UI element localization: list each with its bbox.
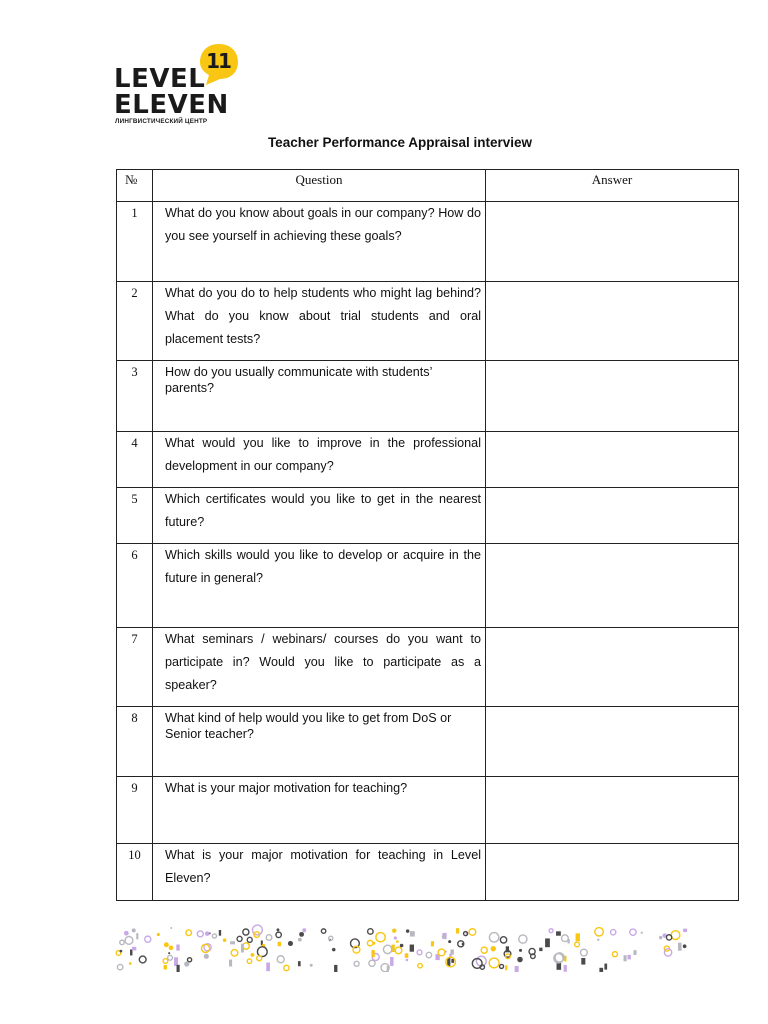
pattern-shape <box>332 948 336 952</box>
pattern-shape <box>298 961 301 966</box>
table-row <box>117 544 739 628</box>
table-row <box>117 488 739 544</box>
answer-cell[interactable] <box>486 707 739 777</box>
pattern-shape <box>597 939 599 941</box>
pattern-shape <box>489 933 498 942</box>
pattern-shape <box>500 964 504 968</box>
pattern-shape <box>392 928 396 932</box>
row-number: 4 <box>117 432 153 488</box>
pattern-shape <box>519 949 522 952</box>
table-row <box>117 777 739 844</box>
pattern-shape <box>531 954 536 959</box>
pattern-shape <box>448 940 451 943</box>
row-question: Which certificates would you like to get in the nearest future? <box>153 488 486 544</box>
pattern-shape <box>678 943 682 951</box>
pattern-shape <box>164 942 169 947</box>
pattern-shape <box>400 944 404 948</box>
pattern-shape <box>683 944 687 948</box>
pattern-shape <box>237 936 242 941</box>
pattern-shape <box>212 934 216 938</box>
pattern-shape <box>334 965 337 972</box>
pattern-shape <box>456 928 459 933</box>
table-row <box>117 361 739 432</box>
answer-cell[interactable] <box>486 432 739 488</box>
pattern-shape <box>223 938 227 942</box>
row-question: Which skills would you like to develop or acquire in the future in general? <box>153 544 486 628</box>
pattern-shape <box>611 930 616 935</box>
pattern-shape <box>284 965 289 970</box>
level-eleven-logo <box>114 42 244 126</box>
row-question: How do you usually communicate with students’ parents? <box>153 361 486 432</box>
pattern-shape <box>176 945 179 951</box>
row-number: 3 <box>117 361 153 432</box>
pattern-shape <box>368 929 373 934</box>
decorative-footer-pattern <box>114 924 694 972</box>
pattern-shape <box>442 935 446 939</box>
pattern-shape <box>405 953 409 957</box>
pattern-shape <box>576 933 580 941</box>
pattern-shape <box>489 958 499 968</box>
row-number: 9 <box>117 777 153 844</box>
pattern-shape <box>395 947 402 954</box>
pattern-shape <box>299 932 304 937</box>
pattern-shape <box>251 953 255 957</box>
pattern-shape <box>278 942 281 946</box>
pattern-shape <box>491 946 496 951</box>
answer-cell[interactable] <box>486 544 739 628</box>
pattern-shape <box>120 950 123 953</box>
row-number: 1 <box>117 202 153 282</box>
row-question: What do you do to help students who might lag behind? What do you know about trial students and oral placement tests? <box>153 282 486 361</box>
pattern-shape <box>205 931 210 936</box>
pattern-shape <box>243 929 249 935</box>
pattern-shape <box>431 941 434 946</box>
table-row <box>117 282 739 361</box>
pattern-shape <box>634 950 637 955</box>
pattern-shape <box>506 946 509 952</box>
pattern-shape <box>627 955 630 960</box>
pattern-shape <box>125 937 133 945</box>
logo-badge-number: 11 <box>206 49 230 73</box>
pattern-shape <box>184 961 189 966</box>
pattern-shape <box>517 957 523 963</box>
pattern-shape <box>418 963 422 967</box>
pattern-shape <box>129 962 132 965</box>
pattern-shape <box>247 937 252 942</box>
pattern-shape <box>168 955 173 960</box>
pattern-shape <box>664 949 671 956</box>
pattern-shape <box>367 940 373 946</box>
pattern-shape <box>556 931 561 935</box>
table-row <box>117 844 739 901</box>
table-row <box>117 432 739 488</box>
table-header-row <box>117 170 739 202</box>
pattern-shape <box>410 931 415 936</box>
row-number: 6 <box>117 544 153 628</box>
row-number: 8 <box>117 707 153 777</box>
pattern-shape <box>369 960 375 966</box>
logo-line-1: LEVEL <box>114 64 206 94</box>
row-question: What do you know about goals in our company? How do you see yourself in achieving these goals? <box>153 202 486 282</box>
pattern-shape <box>481 947 487 953</box>
pattern-shape <box>671 931 680 940</box>
logo-subtitle: ЛИНГВИСТИЧЕСКИЙ ЦЕНТР <box>115 118 208 125</box>
pattern-shape <box>139 956 146 963</box>
row-number: 7 <box>117 628 153 707</box>
pattern-shape <box>406 959 409 962</box>
pattern-shape <box>132 947 136 951</box>
appraisal-table <box>116 169 739 901</box>
pattern-shape <box>201 944 209 952</box>
answer-cell[interactable] <box>486 202 739 282</box>
table-row <box>117 202 739 282</box>
pattern-shape <box>451 959 454 963</box>
pattern-shape <box>266 963 270 972</box>
pattern-shape <box>659 936 662 939</box>
pattern-shape <box>170 927 172 929</box>
row-question: What is your major motivation for teaching in Level Eleven? <box>153 844 486 901</box>
pattern-shape <box>376 933 385 942</box>
pattern-shape <box>168 952 170 954</box>
row-question: What seminars / webinars/ courses do you want to participate in? Would you like to participate as a speaker? <box>153 628 486 707</box>
pattern-shape <box>417 950 422 955</box>
answer-cell[interactable] <box>486 777 739 844</box>
pattern-shape <box>124 931 129 936</box>
pattern-shape <box>396 940 399 943</box>
row-question: What kind of help would you like to get from DoS or Senior teacher? <box>153 707 486 777</box>
pattern-shape <box>545 938 550 947</box>
pattern-shape <box>630 929 636 935</box>
pattern-shape <box>406 929 409 932</box>
pattern-shape <box>599 968 603 972</box>
row-number: 10 <box>117 844 153 901</box>
pattern-shape <box>117 964 122 969</box>
pattern-shape <box>136 933 138 939</box>
logo-line-2: ELEVEN <box>114 90 229 120</box>
pattern-shape <box>120 940 125 945</box>
answer-cell[interactable] <box>486 282 739 361</box>
pattern-shape <box>564 965 567 972</box>
pattern-shape <box>277 928 280 931</box>
header-number: № <box>117 170 153 202</box>
pattern-shape <box>177 965 180 972</box>
pattern-shape <box>426 952 431 957</box>
pattern-shape <box>580 949 587 956</box>
pattern-shape <box>230 941 235 944</box>
pattern-shape <box>575 942 580 947</box>
pattern-shape <box>666 935 671 940</box>
pattern-shape <box>163 959 168 964</box>
pattern-shape <box>157 933 160 936</box>
pattern-shape <box>515 966 519 972</box>
pattern-shape <box>288 941 293 946</box>
pattern-shape <box>247 959 251 963</box>
pattern-shape <box>277 956 284 963</box>
pattern-shape <box>567 939 569 943</box>
header-question: Question <box>153 170 486 202</box>
pattern-shape <box>683 929 687 932</box>
pattern-shape <box>390 957 393 966</box>
pattern-shape <box>329 936 333 940</box>
row-number: 2 <box>117 282 153 361</box>
pattern-shape <box>371 950 374 957</box>
pattern-shape <box>197 931 203 937</box>
pattern-shape <box>266 935 272 941</box>
table-row <box>117 707 739 777</box>
pattern-shape <box>132 928 136 932</box>
pattern-shape <box>229 960 232 967</box>
pattern-shape <box>187 958 191 962</box>
pattern-shape <box>604 964 607 970</box>
pattern-shape <box>164 965 167 969</box>
answer-cell[interactable] <box>486 628 739 707</box>
pattern-shape <box>310 964 313 967</box>
header-answer: Answer <box>486 170 739 202</box>
pattern-shape <box>383 945 391 953</box>
pattern-shape <box>219 930 221 936</box>
pattern-shape <box>581 958 585 965</box>
answer-cell[interactable] <box>486 488 739 544</box>
pattern-shape <box>612 952 617 957</box>
row-question: What is your major motivation for teaching? <box>153 777 486 844</box>
row-question: What would you like to improve in the professional development in our company? <box>153 432 486 488</box>
pattern-shape <box>276 932 281 937</box>
pattern-shape <box>231 950 238 957</box>
pattern-shape <box>469 929 476 936</box>
pattern-shape <box>410 945 414 952</box>
pattern-shape <box>641 932 643 934</box>
document-title: Teacher Performance Appraisal interview <box>267 135 533 150</box>
answer-cell[interactable] <box>486 844 739 901</box>
pattern-shape <box>186 930 192 936</box>
table-row <box>117 628 739 707</box>
pattern-shape <box>204 954 209 959</box>
pattern-shape <box>438 949 445 956</box>
pattern-shape <box>174 957 178 966</box>
pattern-shape <box>302 928 306 932</box>
pattern-shape <box>298 938 302 942</box>
pattern-shape <box>145 936 151 942</box>
pattern-shape <box>169 946 174 951</box>
pattern-shape <box>394 936 397 939</box>
pattern-shape <box>549 929 553 933</box>
answer-cell[interactable] <box>486 361 739 432</box>
pattern-shape <box>387 966 389 972</box>
pattern-shape <box>519 935 527 943</box>
pattern-shape <box>450 949 453 954</box>
pattern-shape <box>480 965 484 969</box>
row-number: 5 <box>117 488 153 544</box>
pattern-shape <box>354 961 359 966</box>
pattern-shape <box>257 956 262 961</box>
pattern-shape <box>241 944 244 953</box>
pattern-shape <box>562 935 569 942</box>
pattern-shape <box>505 965 507 970</box>
pattern-shape <box>595 928 603 936</box>
pattern-shape <box>539 948 542 951</box>
pattern-shape <box>500 937 506 943</box>
pattern-shape <box>321 929 325 933</box>
pattern-shape <box>624 955 627 961</box>
